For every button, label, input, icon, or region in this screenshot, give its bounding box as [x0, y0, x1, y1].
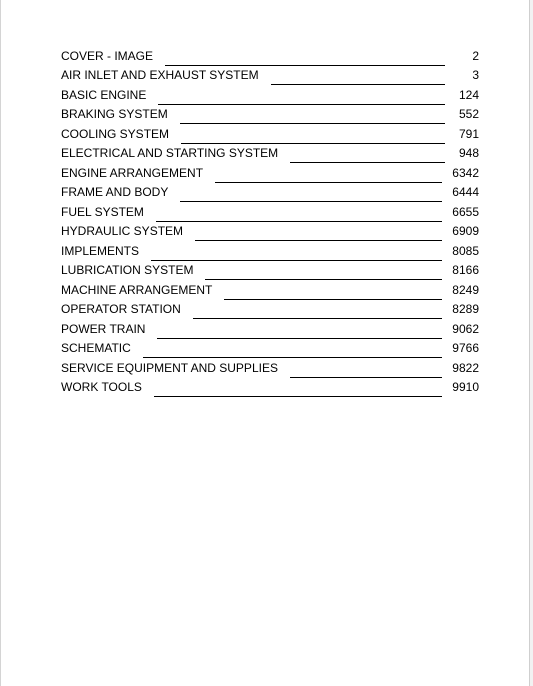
toc-entry[interactable]: [61, 240, 479, 260]
toc-leader-line: [156, 220, 442, 222]
toc-entry-page: 948: [458, 146, 479, 160]
toc-leader-line: [205, 278, 442, 280]
toc-entry[interactable]: [61, 104, 479, 124]
toc-leader-line: [158, 103, 445, 105]
toc-entry-title: MACHINE ARRANGEMENT: [61, 282, 213, 297]
toc-entry[interactable]: [61, 221, 479, 241]
toc-entry[interactable]: [61, 143, 479, 163]
toc-entry-page: 6909: [452, 224, 479, 238]
toc-entry-page: 6655: [452, 204, 479, 219]
toc-entry-page: 791: [458, 126, 479, 141]
toc-entry-title: ENGINE ARRANGEMENT: [61, 165, 204, 180]
toc-entry-page: 9910: [452, 380, 479, 394]
toc-entry[interactable]: [61, 162, 479, 182]
toc-entry[interactable]: [61, 357, 479, 377]
toc-entry-page: 2: [472, 48, 479, 63]
toc-entry-title: ELECTRICAL AND STARTING SYSTEM: [61, 146, 279, 160]
toc-entry[interactable]: [61, 338, 479, 358]
toc-leader-line: [180, 200, 442, 202]
toc-entry-title: AIR INLET AND EXHAUST SYSTEM: [61, 68, 259, 82]
toc-entry-page: 9766: [452, 341, 479, 355]
toc-leader-line: [290, 376, 442, 378]
toc-entry-page: 8166: [452, 263, 479, 277]
toc-entry-title: WORK TOOLS: [61, 380, 142, 394]
toc-leader-line: [180, 122, 445, 124]
toc-entry[interactable]: [61, 182, 479, 202]
toc-entry[interactable]: [61, 65, 479, 85]
toc-leader-line: [181, 142, 445, 144]
toc-entry-title: FRAME AND BODY: [61, 185, 169, 199]
table-of-contents: [61, 45, 479, 396]
toc-entry-page: 8289: [452, 302, 479, 316]
toc-entry-page: 8085: [452, 243, 479, 258]
toc-entry-title: IMPLEMENTS: [61, 243, 140, 258]
toc-entry[interactable]: [61, 45, 479, 65]
toc-entry[interactable]: [61, 279, 479, 299]
toc-leader-line: [271, 83, 445, 85]
toc-entry-title: FUEL SYSTEM: [61, 204, 144, 219]
toc-entry-page: 9822: [452, 360, 479, 375]
toc-entry[interactable]: [61, 377, 479, 397]
toc-entry[interactable]: [61, 318, 479, 338]
toc-entry[interactable]: [61, 260, 479, 280]
toc-entry-title: COOLING SYSTEM: [61, 126, 170, 141]
toc-leader-line: [193, 317, 443, 319]
toc-entry-page: 6342: [452, 165, 479, 180]
toc-leader-line: [165, 64, 445, 66]
toc-leader-line: [215, 181, 442, 183]
toc-leader-line: [290, 161, 445, 163]
toc-entry-title: SERVICE EQUIPMENT AND SUPPLIES: [61, 360, 278, 375]
toc-entry-title: BASIC ENGINE: [61, 87, 147, 102]
toc-entry-title: POWER TRAIN: [61, 321, 146, 336]
toc-entry[interactable]: [61, 201, 479, 221]
toc-entry-title: HYDRAULIC SYSTEM: [61, 224, 184, 238]
toc-leader-line: [195, 239, 442, 241]
toc-entry-page: 3: [472, 68, 479, 82]
toc-entry[interactable]: [61, 123, 479, 143]
toc-entry-title: COVER - IMAGE: [61, 48, 154, 63]
toc-entry-page: 9062: [452, 321, 479, 336]
toc-leader-line: [224, 298, 442, 300]
toc-entry[interactable]: [61, 299, 479, 319]
toc-leader-line: [143, 356, 443, 358]
toc-leader-line: [157, 337, 442, 339]
toc-leader-line: [151, 259, 442, 261]
toc-entry-title: LUBRICATION SYSTEM: [61, 263, 194, 277]
toc-entry-page: 124: [458, 87, 479, 102]
toc-leader-line: [154, 395, 442, 397]
toc-entry-page: 552: [458, 107, 479, 121]
toc-entry-title: OPERATOR STATION: [61, 302, 181, 316]
toc-entry-page: 6444: [452, 185, 479, 199]
toc-entry[interactable]: [61, 84, 479, 104]
toc-entry-page: 8249: [452, 282, 479, 297]
toc-entry-title: SCHEMATIC: [61, 341, 131, 355]
toc-entry-title: BRAKING SYSTEM: [61, 107, 168, 121]
